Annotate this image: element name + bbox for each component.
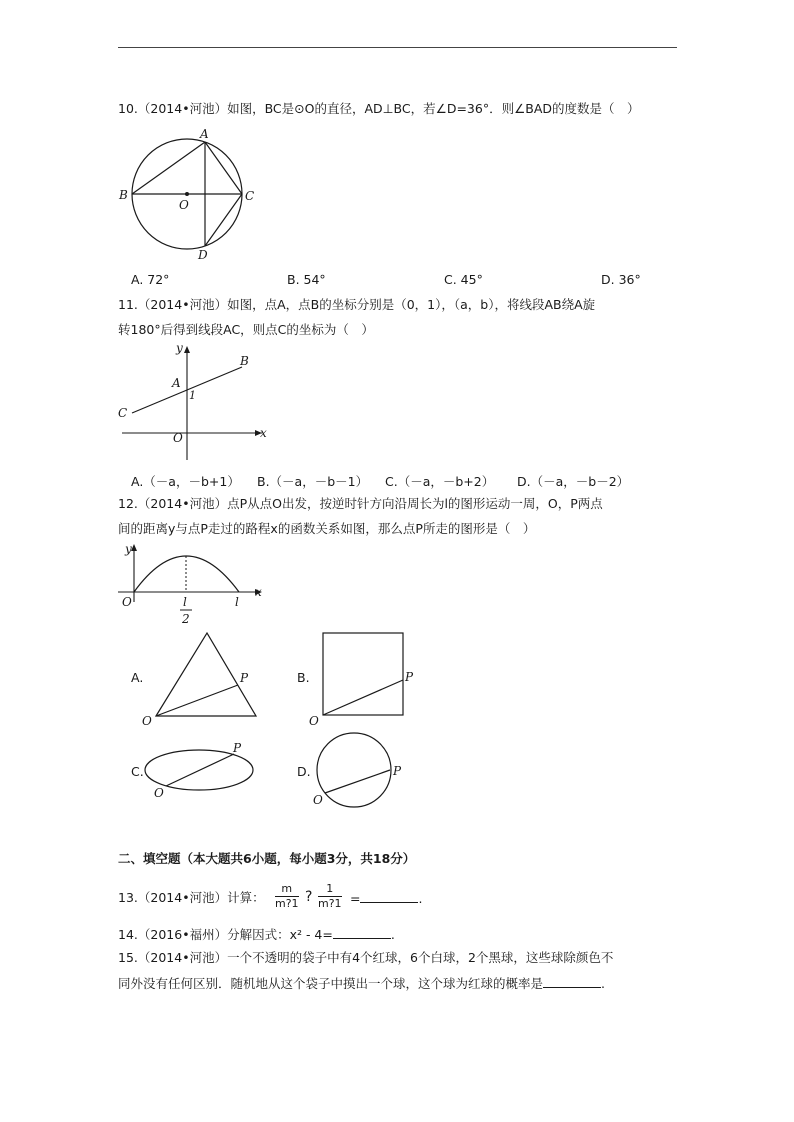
q15-period: .: [601, 976, 605, 991]
label-b: B: [119, 188, 128, 202]
q14-period: .: [390, 927, 395, 942]
q11-option-c: C.（－a，－b+2）: [385, 474, 495, 489]
q15-line1: 15.（2014•河池）一个不透明的袋子中有4个红球，6个白球，2个黑球，这些球除颜色不: [118, 950, 614, 965]
segment-cd: [205, 194, 242, 246]
q11-option-d: D.（－a，－b－2）: [517, 474, 630, 489]
q13-answer-blank[interactable]: [360, 890, 418, 903]
label-p: P: [233, 741, 242, 755]
q12-option-a-letter: A.: [131, 670, 144, 685]
label-p: P: [393, 764, 402, 778]
q13-equals: =: [350, 891, 361, 906]
q10-option-c: C. 45°: [444, 272, 483, 287]
label-x: x: [260, 426, 267, 440]
frac2-denominator: m?1: [318, 897, 342, 910]
label-o: O: [313, 793, 323, 807]
q14-answer-blank[interactable]: [333, 926, 391, 939]
q11-line1: 11.（2014•河池）如图，点A，点B的坐标分别是（0，1），（a，b），将线段AB绕A旋: [118, 297, 596, 312]
label-p: P: [405, 670, 414, 684]
label-c: C: [245, 189, 255, 203]
q12-option-d-circle: [305, 730, 425, 814]
q13-prefix: 13.（2014•河池）计算：: [118, 890, 265, 905]
label-a: A: [200, 127, 209, 141]
label-p: P: [240, 671, 249, 685]
label-o: O: [122, 595, 132, 609]
label-o: O: [154, 786, 164, 800]
q15-line2-wrap: [118, 975, 605, 992]
q10-circle-figure: [112, 124, 262, 264]
q10-option-d: D. 36°: [601, 272, 641, 287]
label-d: D: [198, 248, 208, 262]
header-rule: [118, 47, 677, 48]
label-b: B: [240, 354, 249, 368]
label-one: 1: [189, 389, 196, 402]
q11-option-b: B.（－a，－b－1）: [257, 474, 369, 489]
q12-option-d-letter: D.: [297, 764, 311, 779]
label-half-den: 2: [182, 612, 190, 626]
label-o: O: [173, 431, 183, 445]
label-half-num: l: [183, 595, 187, 609]
q12-line2: 间的距离y与点P走过的路程x的函数关系如图，那么点P所走的图形是（ ）: [118, 521, 536, 536]
q13-fraction-2: [318, 882, 342, 911]
frac1-denominator: m?1: [275, 897, 299, 910]
frac2-numerator: 1: [318, 882, 342, 897]
frac1-numerator: m: [275, 882, 299, 897]
q12-option-a-triangle: [140, 628, 265, 728]
section-2-heading: 二、填空题（本大题共6小题，每小题3分，共18分）: [118, 851, 416, 866]
label-o: O: [309, 714, 319, 728]
q12-line1: 12.（2014•河池）点P从点O出发，按逆时针方向沿周长为l的图形运动一周，O，P两点: [118, 496, 603, 511]
q13-period: .: [418, 891, 423, 906]
segment-ac: [205, 142, 242, 194]
label-o: O: [142, 714, 152, 728]
label-y: y: [176, 341, 183, 355]
q10-option-a: A. 72°: [131, 272, 170, 287]
q11-line2: 转180°后得到线段AC，则点C的坐标为（ ）: [118, 322, 374, 337]
label-y: y: [125, 542, 132, 556]
segment-ba: [132, 142, 205, 194]
q12-option-c-letter: C.: [131, 764, 144, 779]
q14-line: [118, 926, 395, 943]
q13-answer: [350, 890, 422, 907]
q12-option-b-letter: B.: [297, 670, 310, 685]
center-o: [185, 192, 189, 196]
q12-option-b-square: [307, 628, 427, 728]
q11-option-a: A.（－a，－b+1）: [131, 474, 240, 489]
label-x: x: [255, 585, 262, 599]
q10-option-b: B. 54°: [287, 272, 326, 287]
q13-fraction-1: [275, 882, 299, 911]
label-l: l: [235, 595, 239, 609]
label-o: O: [179, 198, 189, 212]
q11-coordinate-figure: [112, 340, 282, 465]
label-a: A: [172, 376, 181, 390]
q14-text: 14.（2016•福州）分解因式：x² - 4=: [118, 927, 333, 942]
q12-option-c-ellipse: [140, 738, 270, 802]
label-c: C: [118, 406, 128, 420]
q10-text: 10.（2014•河池）如图，BC是⊙O的直径，AD⊥BC，若∠D=36°．则∠BAD的度数是（ ）: [118, 101, 640, 116]
q13-operator: ?: [305, 889, 313, 905]
q15-line2: 同外没有任何区别．随机地从这个袋子中摸出一个球，这个球为红球的概率是: [118, 976, 544, 991]
q12-function-graph: [112, 540, 272, 630]
q15-answer-blank[interactable]: [543, 975, 601, 988]
